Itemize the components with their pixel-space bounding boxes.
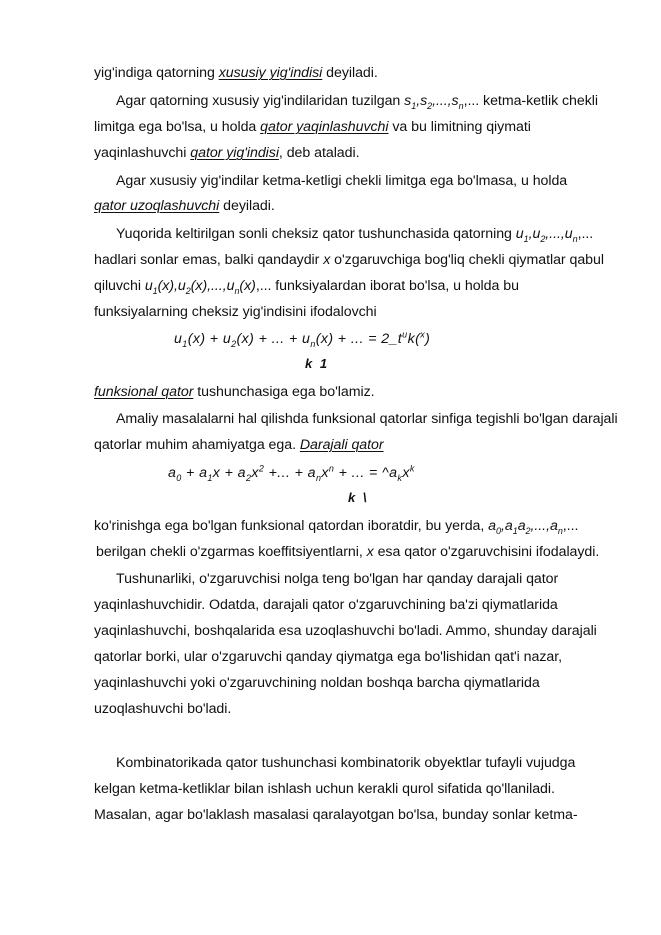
math-variable: x xyxy=(366,544,374,560)
text-line xyxy=(94,436,384,454)
text-run: va bu limitning qiymati xyxy=(388,119,531,135)
text-line xyxy=(94,648,562,666)
text-line xyxy=(94,197,275,215)
formula-functional-series: $u_1(x) + u_2(x)$ + ... + $u_n(x)$ + ... = $2\_t^uk(^x)$ xyxy=(174,329,431,349)
text-run: Tushunarliki, o'zgaruvchisi nolga teng bo'lgan har qanday darajali qator xyxy=(116,571,559,587)
text-run: Kombinatorikada qator tushunchasi kombinatorik obyektlar tufayli vujudga xyxy=(116,755,576,771)
text-line xyxy=(94,806,578,824)
term-qator-yaqinlashuvchi: qator yaqinlashuvchi xyxy=(260,119,389,135)
text-line xyxy=(116,172,567,190)
text-run: Masalan, agar bo'laklash masalasi qaralayotgan bo'lsa, bunday sonlar ketma- xyxy=(94,807,578,823)
math-functions: $u_1(x),u_2(x),...,u_n(x)$ xyxy=(144,278,256,296)
math-variable: x xyxy=(323,252,331,268)
text-line xyxy=(116,410,618,428)
term-qator-yigindisi: qator yig'indisi xyxy=(190,145,279,161)
text-run: yaqinlashuvchi, boshqalarida esa uzoqlashuvchi bo'ladi. Ammo, shunday darajali xyxy=(94,623,597,639)
text-line xyxy=(94,674,540,692)
formula-tail-k: k xyxy=(407,331,416,347)
text-line xyxy=(94,303,377,321)
term-xususiy-yigindisi: xususiy yig'indisi xyxy=(218,65,323,81)
text-run: limitga ega bo'lsa, u holda xyxy=(94,119,261,135)
text-run: tushunchasiga ega bo'lamiz. xyxy=(193,384,375,400)
math-sequence: $s_1,s_2,...,s_n$ xyxy=(404,93,464,111)
term-qator-uzoqlashuvchi: qator uzoqlashuvchi xyxy=(94,198,220,214)
formula-paren-close: ) xyxy=(425,331,431,347)
text-run: funksiyalarning cheksiz yig'indisini ifodalovchi xyxy=(94,304,377,320)
text-line xyxy=(94,64,378,82)
text-line xyxy=(116,225,593,243)
text-run: yaqinlashuvchidir. Odatda, darajali qator o'zgaruvchining ba'zi qiymatlarida xyxy=(94,597,558,613)
text-run: qatorlar muhim ahamiyatga ega. xyxy=(94,437,300,453)
formula-limits: k \ xyxy=(348,490,369,505)
text-run: ,... xyxy=(577,226,594,242)
text-run: Amaliy masalalarni hal qilishda funksional qatorlar sinfiga tegishli bo'lgan darajali xyxy=(116,411,618,427)
term-funksional-qator: funksional qator xyxy=(94,384,194,400)
formula-power-series: $a_0 + a_1x + a_2x^2$ +... + $a_nx^n$ + ... = $\^{}a_kx^k$ xyxy=(168,463,415,483)
text-run: ,... funksiyalardan iborat bo'lsa, u holda bu xyxy=(255,278,519,294)
text-line xyxy=(116,570,558,588)
text-run: yig'indiga qatorning xyxy=(94,65,219,81)
text-run: , deb ataladi. xyxy=(278,145,360,161)
text-line xyxy=(94,118,531,136)
text-run: deyiladi. xyxy=(322,65,378,81)
text-run: ,... ketma-ketlik chekli xyxy=(463,93,598,109)
text-line xyxy=(94,251,604,269)
text-line xyxy=(94,517,578,535)
formula-limits: k 1 xyxy=(305,356,330,371)
text-run: hadlari sonlar emas, balki qandaydir xyxy=(94,252,324,268)
text-run: yaqinlashuvchi yoki o'zgaruvchining noldan boshqa barcha qiymatlarida xyxy=(94,675,540,691)
formula-expression: $u_1(x) + u_2(x)$ + ... + $u_n(x)$ xyxy=(174,331,334,349)
formula-tail: + ... = 2_t xyxy=(333,331,403,347)
text-run: kelgan ketma-ketliklar bilan ishlash uchun kerakli qurol sifatida qo'llaniladi. xyxy=(94,781,555,797)
text-run: uzoqlashuvchi bo'ladi. xyxy=(94,701,232,717)
text-line xyxy=(94,277,519,295)
text-line xyxy=(116,92,598,110)
text-line xyxy=(94,780,555,798)
text-run: Yuqorida keltirilgan sonli cheksiz qator tushunchasida qatorning xyxy=(116,226,516,242)
text-line xyxy=(94,144,359,162)
term-darajali-qator: Darajali qator xyxy=(299,437,384,453)
text-line xyxy=(96,543,599,561)
text-run: Agar qatorning xususiy yig'indilaridan tuzilgan xyxy=(116,93,405,109)
text-run: qatorlar borki, ular o'zgaruvchi qanday qiymatga ega bo'lishidan qat'i nazar, xyxy=(94,649,563,665)
text-line xyxy=(94,383,375,401)
math-coefficients: $a_0,a_1a_2,...,a_n$ xyxy=(488,518,563,536)
text-run: o'zgaruvchiga bog'liq chekli qiymatlar qabul xyxy=(330,252,604,268)
text-run: ko'rinishga ega bo'lgan funksional qatordan iboratdir, bu yerda, xyxy=(94,518,489,534)
text-run: esa qator o'zgaruvchisini ifodalaydi. xyxy=(373,544,600,560)
text-run: qiluvchi xyxy=(94,278,145,294)
text-run: ,... xyxy=(562,518,579,534)
text-run: berilgan chekli o'zgarmas koeffitsiyentlarni, xyxy=(96,544,367,560)
text-run: Agar xususiy yig'indilar ketma-ketligi chekli limitga ega bo'lmasa, u holda xyxy=(116,173,568,189)
text-run: yaqinlashuvchi xyxy=(94,145,191,161)
text-run: deyiladi. xyxy=(219,198,275,214)
formula-paren-open: ( xyxy=(415,331,421,347)
math-terms: $u_1,u_2,...,u_n$ xyxy=(515,226,578,244)
text-line xyxy=(94,596,558,614)
text-line xyxy=(116,754,575,772)
text-line xyxy=(94,622,597,640)
text-line xyxy=(94,700,231,718)
